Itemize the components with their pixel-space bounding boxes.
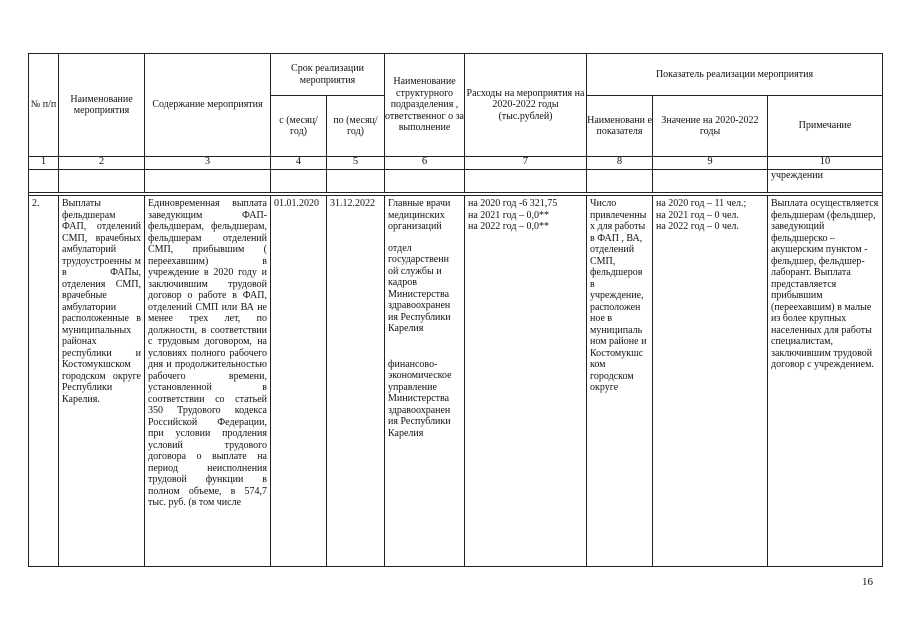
- responsible-units: [385, 196, 465, 567]
- column-number: 3: [145, 157, 271, 170]
- table-row: [29, 196, 883, 567]
- column-number: 10: [768, 157, 883, 170]
- indicator-name: Число привлеченны х для работы в ФАП , ВА, отделений СМП, фельдшеров в учреждение, расположен ное в муниципаль ном районе и Костомукшс ком городском округе: [587, 196, 653, 567]
- header-num: № п/п: [29, 54, 59, 157]
- responsible-1: Главные врачи медицинских организаций: [388, 198, 451, 232]
- header-content: Содержание мероприятия: [145, 54, 271, 157]
- header-expenses: Расходы на мероприятия на 2020-2022 годы (тыс.рублей): [465, 54, 587, 157]
- column-number: 9: [653, 157, 768, 170]
- continued-note: учреждении: [768, 170, 883, 193]
- column-number: 1: [29, 157, 59, 170]
- column-number: 2: [59, 157, 145, 170]
- column-number: 4: [271, 157, 327, 170]
- header-period-from: с (месяц/ год): [271, 96, 327, 157]
- header-period-to: по (месяц/ год): [327, 96, 385, 157]
- header-name: Наименование мероприятия: [59, 54, 145, 157]
- responsible-3: финансово-экономическое управление Министерства здравоохранен ия Республики Карелия: [388, 358, 452, 439]
- row-number: 2.: [29, 196, 59, 567]
- period-from: 01.01.2020: [271, 196, 327, 567]
- responsible-2: отдел государственн ой службы и кадров Министерства здравоохранен ия Республики Карелия: [388, 242, 451, 334]
- measure-content: Единовременная выплата заведующим ФАП-фельдшерам, фельдшерам, фельдшерам отделений СМП, прибывшим ( переехавшим) в учреждение в 2020 году и заключившим трудовой договор о работе в ФАП, отделений СМП или ВА не менее трех лет, по должности, в соответствии с трудовым договором, на условиях полного рабочего дня и продолжительностью рабочего времени, установленной в соответствии со статьей 350 Трудового кодекса Российской Федерации, при условии продления условий трудового договора о выплате на период неисполнения трудовой функции в полном объеме, в 574,7 тыс. руб. (в том числе: [145, 196, 271, 567]
- column-number: 8: [587, 157, 653, 170]
- column-number: 5: [327, 157, 385, 170]
- page-number: 16: [862, 576, 873, 588]
- header-indicator: Показатель реализации мероприятия: [587, 54, 883, 96]
- header-note: Примечание: [768, 96, 883, 157]
- header-responsible: Наименование структурного подразделения , ответственног о за выполнение: [385, 54, 465, 157]
- header-ind-name: Наименовани е показателя: [587, 96, 653, 157]
- period-to: 31.12.2022: [327, 196, 385, 567]
- measures-table: [28, 53, 883, 567]
- column-number: 7: [465, 157, 587, 170]
- header-period: Срок реализации мероприятия: [271, 54, 385, 96]
- column-number: 6: [385, 157, 465, 170]
- expenses: на 2020 год -6 321,75 на 2021 год – 0,0** на 2022 год – 0,0**: [465, 196, 587, 567]
- measure-name: Выплаты фельдшерам ФАП, отделений СМП, врачебных амбулаторий трудоустроенны м в ФАПы, отделения СМП, врачебные амбулатории расположенные в муниципальных районах республики и Костомукшском городском округе Республики Карелия.: [59, 196, 145, 567]
- indicator-value: на 2020 год – 11 чел.; на 2021 год – 0 чел. на 2022 год – 0 чел.: [653, 196, 768, 567]
- header-ind-value: Значение на 2020-2022 годы: [653, 96, 768, 157]
- note: Выплата осуществляется фельдшерам (фельдшер, заведующий фельдшерско – акушерским пунктом - фельдшер, фельдшер-лаборант. Выплата представляется прибывшим (переехавшим) в малые из более крупных населенных для работы специалистам, заключившим трудовой договор с учреждением.: [768, 196, 883, 567]
